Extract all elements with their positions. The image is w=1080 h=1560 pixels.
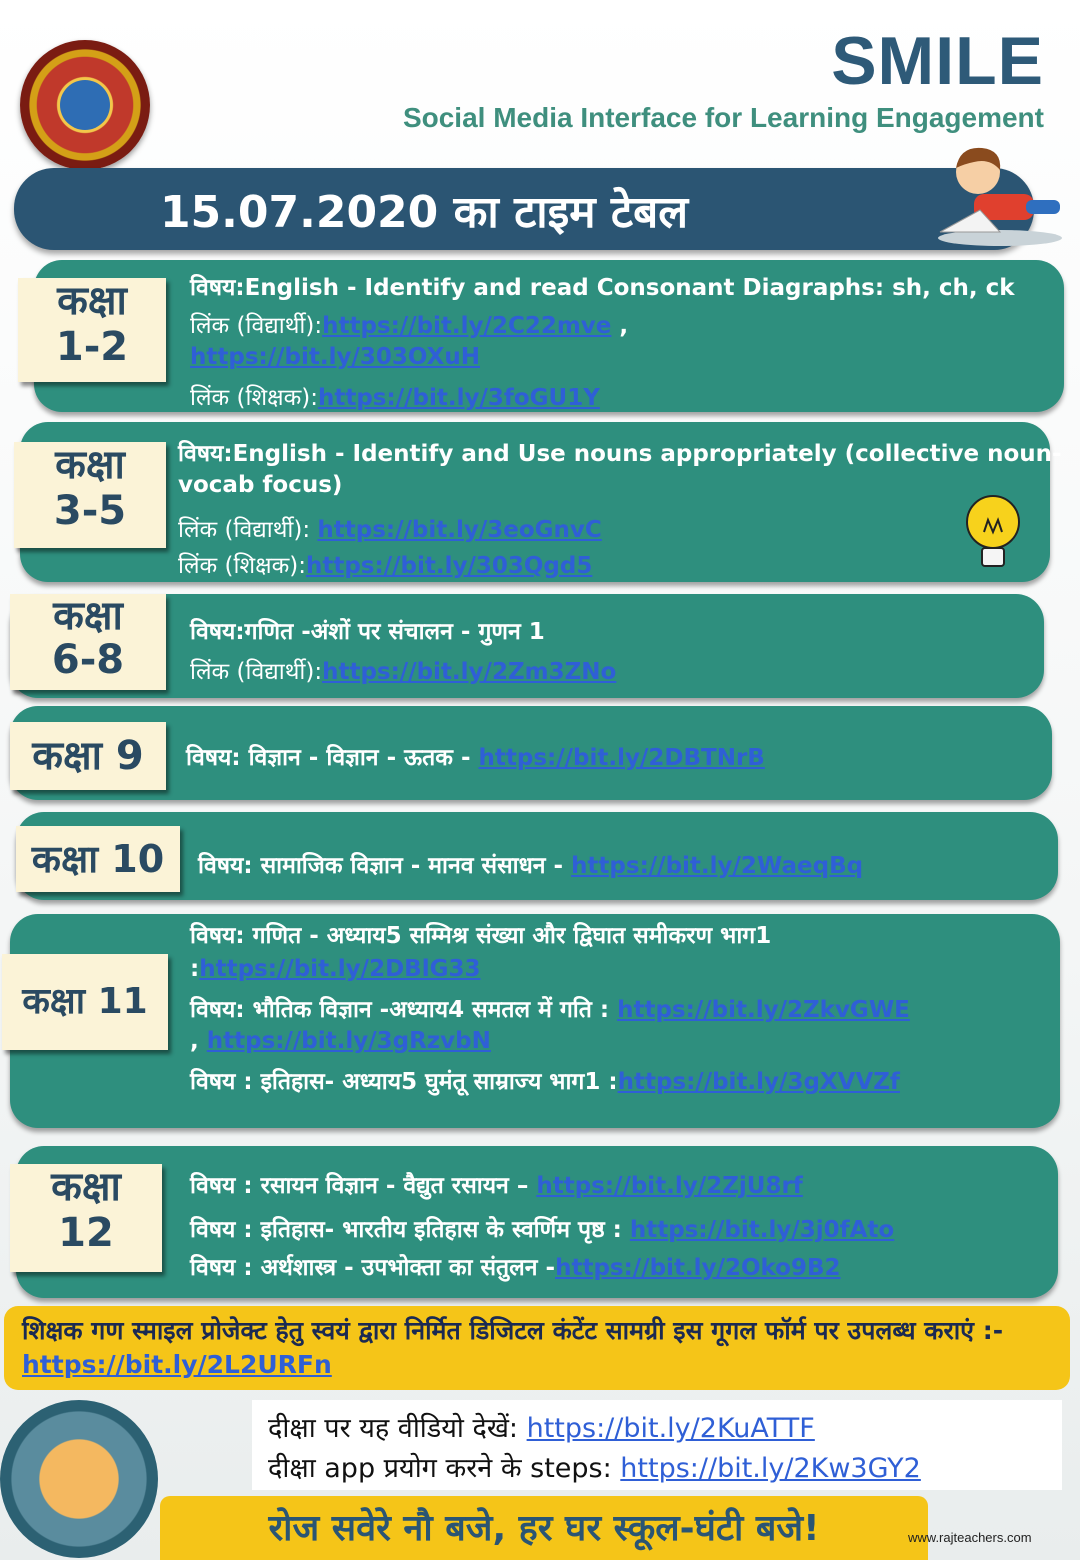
class-11-label — [2, 954, 168, 1050]
website-text[interactable]: www.rajteachers.com — [908, 1530, 1032, 1545]
subject-line: विषय : रसायन विज्ञान - वैद्युत रसायन – https://bit.ly/2ZjU8rf — [190, 1173, 803, 1199]
student-link-line: लिंक (विद्यार्थी): https://bit.ly/3eoGnvC — [178, 517, 602, 543]
class-label-line2: 1-2 — [55, 324, 129, 370]
class-label-line1: कक्षा 9 — [32, 733, 144, 779]
subject-line: विषय: विज्ञान - विज्ञान - ऊतक - https://bit.ly/2DBTNrB — [186, 745, 765, 771]
teacher-link-line: लिंक (शिक्षक):https://bit.ly/3foGU1Y — [190, 385, 600, 411]
diksha-video-line: दीक्षा पर यह वीडियो देखें: https://bit.ly/2KuATTF — [268, 1413, 815, 1444]
class-label-line1: कक्षा — [51, 1164, 121, 1210]
class-9-label — [10, 722, 166, 790]
class-label-line2: 3-5 — [53, 488, 127, 534]
subject-line-cont: vocab focus) — [178, 472, 343, 498]
student-link-line: लिंक (विद्यार्थी):https://bit.ly/2Zm3ZNo — [190, 659, 617, 685]
emblem-logo — [20, 40, 150, 170]
subject-line: विषय : इतिहास- अध्याय5 घुमंतू साम्राज्य भाग1 :https://bit.ly/3gXVVZf — [190, 1069, 900, 1095]
class-1-2-label — [18, 278, 166, 382]
globe-icon — [60, 80, 110, 130]
class-label-line2: 12 — [58, 1210, 114, 1256]
subject-link[interactable]: https://bit.ly/2DBTNrB — [478, 745, 765, 771]
subject-link[interactable]: https://bit.ly/2ZjU8rf — [536, 1173, 803, 1199]
class-label-line1: कक्षा 11 — [22, 981, 148, 1022]
class-label-line1: कक्षा — [55, 442, 125, 488]
reading-kid-icon — [930, 140, 1070, 250]
student-link[interactable]: https://bit.ly/2Zm3ZNo — [322, 659, 617, 685]
lightbulb-icon — [958, 492, 1028, 574]
class-12-label — [10, 1164, 162, 1272]
diksha-video-link[interactable]: https://bit.ly/2KuATTF — [526, 1413, 815, 1444]
subject-line: विषय: भौतिक विज्ञान -अध्याय4 समतल में गति : https://bit.ly/2ZkvGWE — [190, 997, 910, 1023]
teacher-notice-text: शिक्षक गण स्माइल प्रोजेक्ट हेतु स्वयं द्वारा निर्मित डिजिटल कंटेंट सामग्री इस गूगल फॉर्म पर उपलब्ध कराएं :- https://bit.ly/2L2URFn — [22, 1316, 1004, 1379]
student-link-2[interactable]: https://bit.ly/303OXuH — [190, 344, 480, 370]
page-subtitle: Social Media Interface for Learning Engagement — [402, 102, 1044, 133]
diksha-steps-link[interactable]: https://bit.ly/2Kw3GY2 — [620, 1453, 921, 1484]
subject-link[interactable]: https://bit.ly/2Oko9B2 — [555, 1255, 841, 1281]
teacher-link[interactable]: https://bit.ly/303Qgd5 — [305, 553, 593, 579]
subject-link-line: , https://bit.ly/3gRzvbN — [190, 1028, 491, 1054]
class-6-8-label — [10, 594, 166, 690]
student-link-line — [190, 344, 480, 370]
diksha-steps-line: दीक्षा app प्रयोग करने के steps: https://bit.ly/2Kw3GY2 — [268, 1453, 921, 1484]
page-title: SMILE — [831, 23, 1044, 99]
student-link[interactable]: https://bit.ly/2C22mve — [322, 313, 612, 339]
timetable-banner-title: 15.07.2020 का टाइम टेबल — [159, 187, 689, 238]
class-label-line2: 6-8 — [51, 637, 125, 683]
class-3-5-label — [14, 442, 166, 548]
subject-line: विषय:English - Identify and read Consonant Diagraphs: sh, ch, ck — [190, 275, 1015, 301]
subject-line: विषय : अर्थशास्त्र - उपभोक्ता का संतुलन -https://bit.ly/2Oko9B2 — [190, 1255, 841, 1281]
student-link-line: लिंक (विद्यार्थी):https://bit.ly/2C22mve , — [190, 313, 629, 339]
subject-link[interactable]: https://bit.ly/2WaeqBq — [571, 853, 864, 879]
class-label-line1: कक्षा 10 — [31, 837, 165, 881]
class-10-label — [16, 826, 180, 892]
google-form-link[interactable]: https://bit.ly/2L2URFn — [22, 1350, 332, 1379]
subject-line: विषय: सामाजिक विज्ञान - मानव संसाधन - https://bit.ly/2WaeqBq — [198, 853, 864, 879]
subject-line: विषय: गणित - अध्याय5 सम्मिश्र संख्या और द्विघात समीकरण भाग1 — [190, 923, 772, 949]
subject-link[interactable]: https://bit.ly/2DBlG33 — [199, 956, 481, 982]
subject-line: विषय:English - Identify and Use nouns appropriately (collective noun- — [178, 441, 1062, 467]
subject-link[interactable]: https://bit.ly/3gXVVZf — [617, 1069, 900, 1095]
class-label-line1: कक्षा — [57, 278, 127, 324]
teacher-link[interactable]: https://bit.ly/3foGU1Y — [317, 385, 600, 411]
subject-link[interactable]: https://bit.ly/3j0fAto — [629, 1217, 895, 1243]
slogan-text: रोज सवेरे नौ बजे, हर घर स्कूल-घंटी बजे! — [268, 1508, 820, 1549]
subject-line: विषय : इतिहास- भारतीय इतिहास के स्वर्णिम पृष्ठ : https://bit.ly/3j0fAto — [190, 1217, 895, 1243]
school-bell-emblem — [0, 1400, 158, 1558]
subject-link-2[interactable]: https://bit.ly/3gRzvbN — [206, 1028, 491, 1054]
subject-line: विषय:गणित -अंशों पर संचालन - गुणन 1 — [190, 619, 545, 645]
student-link[interactable]: https://bit.ly/3eoGnvC — [317, 517, 602, 543]
subject-link-line: :https://bit.ly/2DBlG33 — [190, 956, 481, 982]
subject-link[interactable]: https://bit.ly/2ZkvGWE — [617, 997, 910, 1023]
class-label-line1: कक्षा — [53, 593, 123, 639]
teacher-link-line: लिंक (शिक्षक):https://bit.ly/303Qgd5 — [178, 553, 593, 579]
